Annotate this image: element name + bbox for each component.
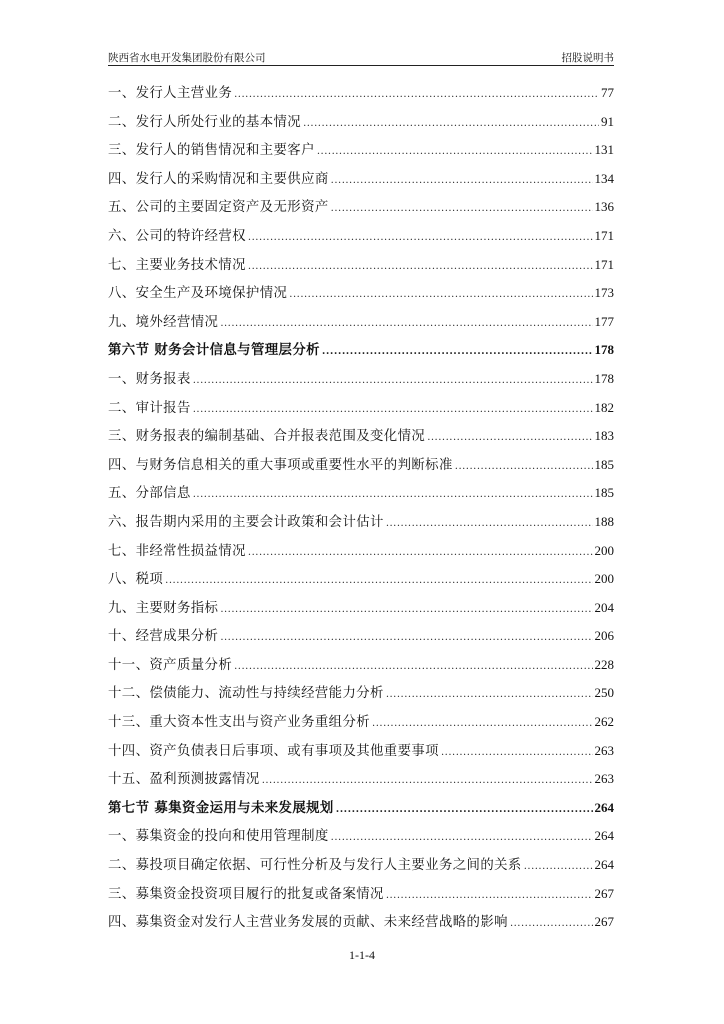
dot-leader bbox=[386, 890, 593, 901]
toc-entry[interactable] bbox=[108, 740, 614, 769]
toc-entry-page: 264 bbox=[594, 828, 614, 844]
toc-entry-title: 八、安全生产及环境保护情况 bbox=[108, 286, 288, 302]
toc-entry-title: 四、发行人的采购情况和主要供应商 bbox=[108, 171, 329, 187]
toc-entry-page: 134 bbox=[594, 170, 614, 186]
page-header bbox=[108, 47, 614, 66]
toc-entry-title: 三、募集资金投资项目履行的批复或备案情况 bbox=[108, 886, 384, 902]
toc-entry-title: 十四、资产负债表日后事项、或有事项及其他重要事项 bbox=[108, 743, 439, 759]
toc-entry-page: 171 bbox=[594, 227, 614, 243]
dot-leader bbox=[386, 518, 593, 529]
toc-entry[interactable] bbox=[108, 139, 614, 168]
toc-entry-title: 二、审计报告 bbox=[108, 400, 191, 416]
dot-leader bbox=[510, 918, 593, 929]
toc-entry-page: 206 bbox=[594, 628, 614, 644]
dot-leader bbox=[193, 489, 593, 500]
dot-leader bbox=[317, 146, 593, 157]
dot-leader bbox=[193, 404, 593, 415]
dot-leader bbox=[248, 547, 593, 558]
toc-entry-page: 200 bbox=[594, 542, 614, 558]
toc-entry-title: 六、公司的特许经营权 bbox=[108, 228, 246, 244]
document-type: 招股说明书 bbox=[561, 52, 614, 64]
dot-leader bbox=[331, 832, 593, 843]
dot-leader bbox=[336, 804, 593, 815]
toc-entry[interactable] bbox=[108, 654, 614, 683]
toc-entry-title: 十二、偿债能力、流动性与持续经营能力分析 bbox=[108, 686, 384, 702]
toc-entry[interactable] bbox=[108, 482, 614, 511]
toc-entry-title: 第六节 财务会计信息与管理层分析 bbox=[108, 342, 320, 359]
page-number: 1-1-4 bbox=[349, 948, 375, 962]
toc-entry[interactable] bbox=[108, 768, 614, 797]
company-name: 陕西省水电开发集团股份有限公司 bbox=[108, 52, 266, 64]
toc-entry[interactable] bbox=[108, 82, 614, 111]
toc-entry-page: 77 bbox=[601, 85, 614, 100]
toc-entry-page: 173 bbox=[594, 285, 614, 301]
dot-leader bbox=[322, 346, 593, 357]
toc-entry[interactable] bbox=[108, 454, 614, 483]
toc-entry-title: 二、发行人所处行业的基本情况 bbox=[108, 114, 302, 130]
toc-entry-title: 九、境外经营情况 bbox=[108, 314, 219, 330]
toc-entry-page: 250 bbox=[594, 685, 614, 701]
dot-leader bbox=[234, 661, 592, 672]
toc-entry-page: 178 bbox=[594, 342, 614, 358]
toc-entry-title: 三、财务报表的编制基础、合并报表范围及变化情况 bbox=[108, 429, 426, 445]
toc-entry[interactable] bbox=[108, 883, 614, 912]
toc-entry-page: 267 bbox=[594, 914, 614, 930]
toc-entry[interactable] bbox=[108, 540, 614, 569]
toc-entry-page: 185 bbox=[594, 456, 614, 472]
toc-entry-page: 200 bbox=[594, 571, 614, 587]
toc-entry[interactable] bbox=[108, 111, 614, 140]
toc-entry[interactable] bbox=[108, 282, 614, 311]
toc-entry[interactable] bbox=[108, 511, 614, 540]
toc-entry-title: 第七节 募集资金运用与未来发展规划 bbox=[108, 799, 334, 816]
toc-entry[interactable] bbox=[108, 711, 614, 740]
toc-entry-page: 178 bbox=[594, 370, 614, 386]
dot-leader bbox=[372, 718, 592, 729]
dot-leader bbox=[220, 632, 592, 643]
toc-entry[interactable] bbox=[108, 368, 614, 397]
dot-leader bbox=[220, 318, 592, 329]
toc-entry[interactable] bbox=[108, 225, 614, 254]
toc-entry-title: 六、报告期内采用的主要会计政策和会计估计 bbox=[108, 514, 384, 530]
toc-entry[interactable] bbox=[108, 682, 614, 711]
toc-entry-title: 十三、重大资本性支出与资产业务重组分析 bbox=[108, 715, 371, 731]
toc-entry[interactable] bbox=[108, 825, 614, 854]
toc-entry-title: 七、非经常性损益情况 bbox=[108, 543, 246, 559]
toc-entry-title: 一、财务报表 bbox=[108, 371, 191, 387]
toc-entry-page: 188 bbox=[594, 513, 614, 529]
toc-entry-title: 十一、资产质量分析 bbox=[108, 657, 233, 673]
toc-entry-title: 七、主要业务技术情况 bbox=[108, 257, 246, 273]
toc-entry[interactable] bbox=[108, 597, 614, 626]
toc-entry[interactable] bbox=[108, 854, 614, 883]
toc-entry[interactable] bbox=[108, 568, 614, 597]
toc-entry-page: 267 bbox=[594, 885, 614, 901]
toc-entry-page: 182 bbox=[594, 399, 614, 415]
toc-section-entry[interactable] bbox=[108, 339, 614, 368]
toc-entry[interactable] bbox=[108, 168, 614, 197]
toc-entry-title: 二、募投项目确定依据、可行性分析及与发行人主要业务之间的关系 bbox=[108, 858, 522, 874]
toc-entry-title: 八、税项 bbox=[108, 572, 164, 588]
toc-entry[interactable] bbox=[108, 196, 614, 225]
toc-entry-title: 三、发行人的销售情况和主要客户 bbox=[108, 143, 315, 159]
toc-entry-page: 262 bbox=[594, 714, 614, 730]
toc-entry-title: 十、经营成果分析 bbox=[108, 629, 219, 645]
toc-entry-title: 四、与财务信息相关的重大事项或重要性水平的判断标准 bbox=[108, 457, 453, 473]
dot-leader bbox=[331, 203, 593, 214]
toc-entry-title: 五、公司的主要固定资产及无形资产 bbox=[108, 200, 329, 216]
toc-entry-page: 228 bbox=[594, 656, 614, 672]
dot-leader bbox=[262, 775, 593, 786]
toc-entry-title: 九、主要财务指标 bbox=[108, 600, 219, 616]
toc-entry-page: 204 bbox=[594, 599, 614, 615]
toc-entry-page: 131 bbox=[594, 142, 614, 158]
dot-leader bbox=[524, 861, 593, 872]
toc-entry[interactable] bbox=[108, 425, 614, 454]
dot-leader bbox=[455, 461, 593, 472]
toc-entry-title: 一、募集资金的投向和使用管理制度 bbox=[108, 829, 329, 845]
toc-entry-page: 171 bbox=[594, 256, 614, 272]
toc-entry[interactable] bbox=[108, 625, 614, 654]
toc-entry-page: 263 bbox=[594, 771, 614, 787]
toc-entry[interactable] bbox=[108, 254, 614, 283]
toc-entry[interactable] bbox=[108, 911, 614, 940]
toc-entry-page: 183 bbox=[594, 428, 614, 444]
toc-entry-title: 五、分部信息 bbox=[108, 486, 191, 502]
toc-section-entry[interactable] bbox=[108, 797, 614, 826]
dot-leader bbox=[386, 689, 593, 700]
dot-leader bbox=[441, 747, 593, 758]
dot-leader bbox=[165, 575, 592, 586]
toc-entry-page: 263 bbox=[594, 742, 614, 758]
toc-entry-page: 136 bbox=[594, 199, 614, 215]
dot-leader bbox=[248, 261, 593, 272]
dot-leader bbox=[303, 118, 599, 129]
dot-leader bbox=[289, 289, 592, 300]
toc-entry-title: 四、募集资金对发行人主营业务发展的贡献、未来经营战略的影响 bbox=[108, 915, 508, 931]
dot-leader bbox=[234, 89, 599, 100]
toc-entry-page: 185 bbox=[594, 485, 614, 501]
dot-leader bbox=[331, 175, 593, 186]
dot-leader bbox=[193, 375, 593, 386]
toc-entry-page: 177 bbox=[594, 313, 614, 329]
toc-entry-page: 264 bbox=[594, 799, 614, 815]
toc-entry-title: 十五、盈利预测披露情况 bbox=[108, 772, 260, 788]
dot-leader bbox=[248, 232, 593, 243]
toc-entry[interactable] bbox=[108, 397, 614, 426]
dot-leader bbox=[427, 432, 592, 443]
table-of-contents bbox=[108, 82, 614, 940]
dot-leader bbox=[220, 604, 592, 615]
toc-entry-title: 一、发行人主营业务 bbox=[108, 86, 233, 101]
toc-entry[interactable] bbox=[108, 311, 614, 340]
toc-entry-page: 264 bbox=[594, 857, 614, 873]
toc-entry-page: 91 bbox=[601, 113, 614, 129]
